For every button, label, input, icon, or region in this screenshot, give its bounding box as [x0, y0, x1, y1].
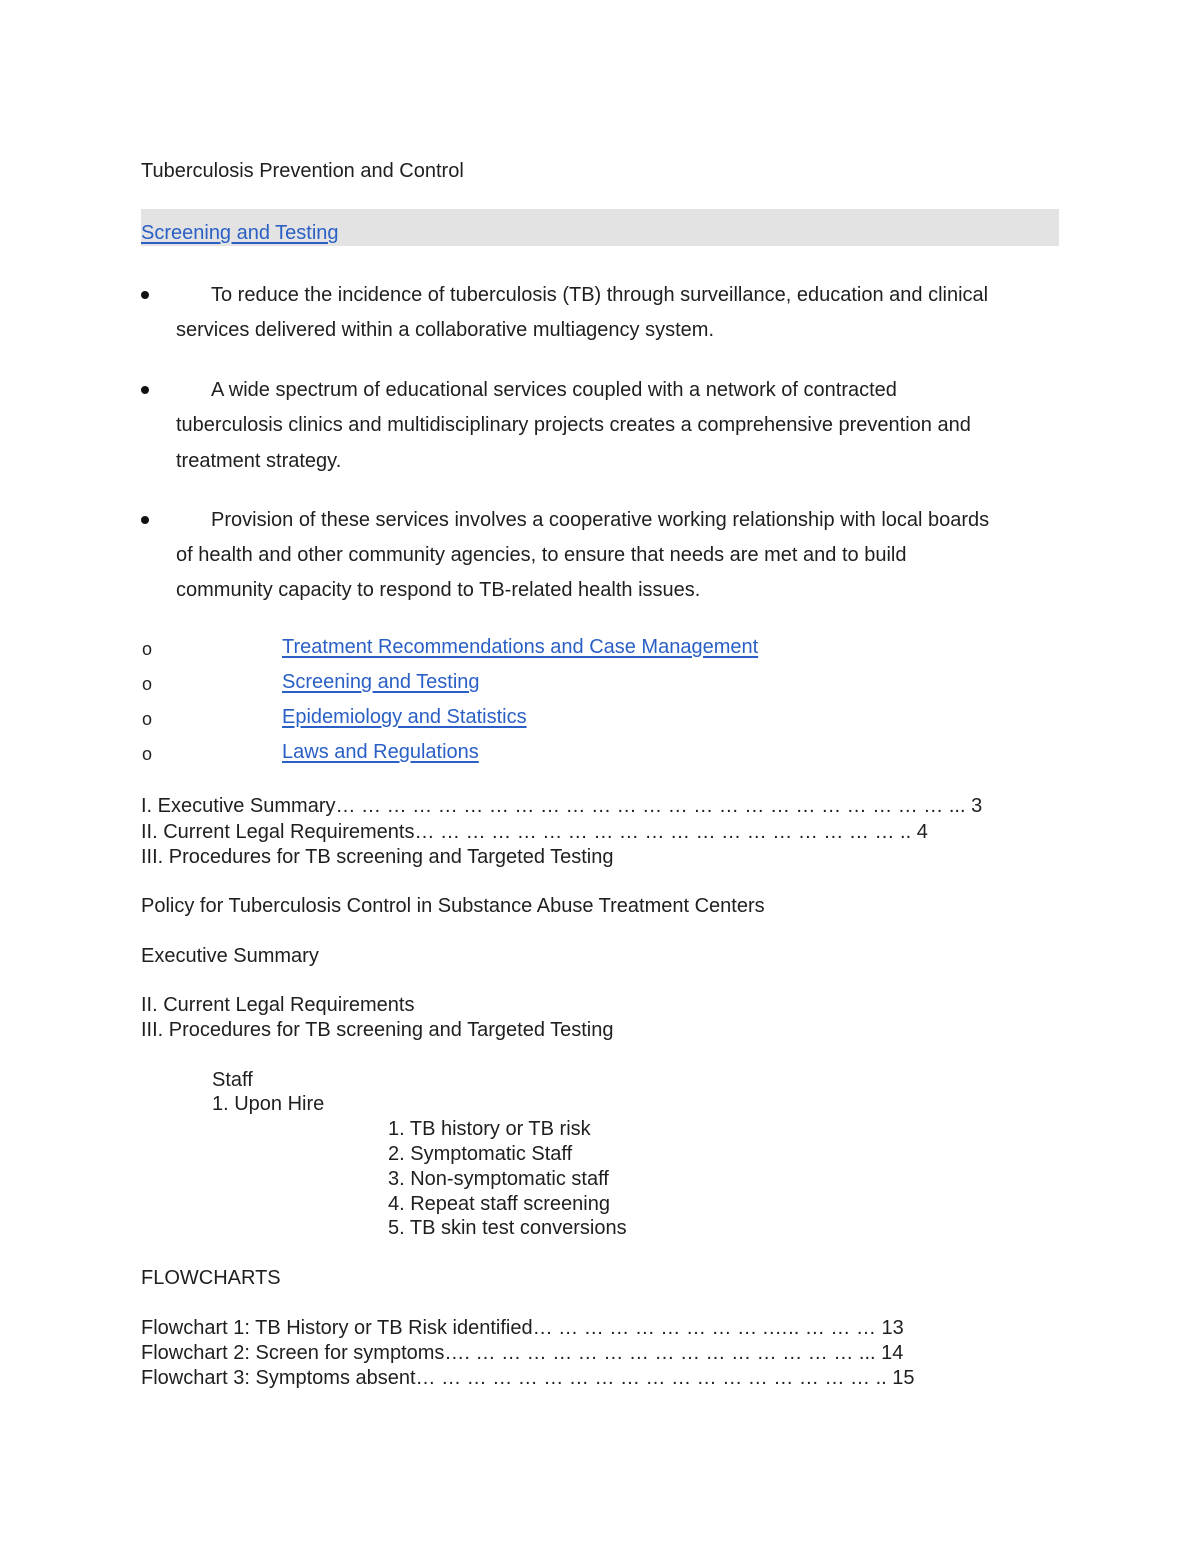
circle-bullet-icon: o	[142, 674, 153, 694]
toc-entry: III. Procedures for TB screening and Targeted Testing	[141, 846, 614, 868]
staff-heading: Staff	[212, 1069, 253, 1091]
circle-bullet-icon: o	[142, 639, 153, 659]
flowchart-entry: Flowchart 2: Screen for symptoms…. … … … … … … … … … … … … … … … ... 14	[141, 1342, 904, 1364]
page-title: Tuberculosis Prevention and Control	[141, 160, 464, 182]
toc-entry: I. Executive Summary… … … … … … … … … … … … … … … … … … … … … … … … ... 3	[141, 795, 983, 817]
list-item: 5. TB skin test conversions	[388, 1217, 627, 1239]
list-item: 4. Repeat staff screening	[388, 1193, 610, 1215]
bullet-text-line: A wide spectrum of educational services coupled with a network of contracted	[211, 379, 897, 401]
bullet-dot-icon	[141, 386, 149, 394]
bullet-text-line: Provision of these services involves a cooperative working relationship with local boards	[211, 509, 990, 531]
epidemiology-statistics-link[interactable]: Epidemiology and Statistics	[282, 706, 527, 728]
bullet-dot-icon	[141, 291, 149, 299]
bullet-text-line: treatment strategy.	[176, 450, 342, 472]
laws-regulations-link[interactable]: Laws and Regulations	[282, 741, 479, 763]
bullet-text-line: To reduce the incidence of tuberculosis (TB) through surveillance, education and clinical	[211, 284, 989, 306]
screening-and-testing-link[interactable]: Screening and Testing	[141, 222, 339, 244]
toc-entry: II. Current Legal Requirements… … … … … … … … … … … … … … … … … … … .. 4	[141, 821, 928, 843]
bullet-dot-icon	[141, 516, 149, 524]
screening-testing-link[interactable]: Screening and Testing	[282, 671, 480, 693]
flowchart-entry: Flowchart 1: TB History or TB Risk identified… … … … … … … … … .….. … … … 13	[141, 1317, 904, 1339]
flowcharts-heading: FLOWCHARTS	[141, 1267, 281, 1289]
upon-hire-heading: 1. Upon Hire	[212, 1093, 325, 1115]
bullet-text-line: tuberculosis clinics and multidisciplinary projects creates a comprehensive prevention and	[176, 414, 971, 436]
circle-bullet-icon: o	[142, 709, 153, 729]
bullet-text-line: services delivered within a collaborative multiagency system.	[176, 319, 715, 341]
bullet-text-line: community capacity to respond to TB-related health issues.	[176, 579, 701, 601]
list-item: 2. Symptomatic Staff	[388, 1143, 573, 1165]
executive-summary-heading: Executive Summary	[141, 945, 319, 967]
section-heading: III. Procedures for TB screening and Targeted Testing	[141, 1019, 614, 1041]
list-item: 1. TB history or TB risk	[388, 1118, 591, 1140]
treatment-recommendations-link[interactable]: Treatment Recommendations and Case Management	[282, 636, 759, 658]
list-item: 3. Non-symptomatic staff	[388, 1168, 609, 1190]
circle-bullet-icon: o	[142, 744, 153, 764]
bullet-text-line: of health and other community agencies, to ensure that needs are met and to build	[176, 544, 907, 566]
flowchart-entry: Flowchart 3: Symptoms absent… … … … … … … … … … … … … … … … … … .. 15	[141, 1367, 915, 1389]
policy-heading: Policy for Tuberculosis Control in Substance Abuse Treatment Centers	[141, 895, 765, 917]
section-heading: II. Current Legal Requirements	[141, 994, 415, 1016]
